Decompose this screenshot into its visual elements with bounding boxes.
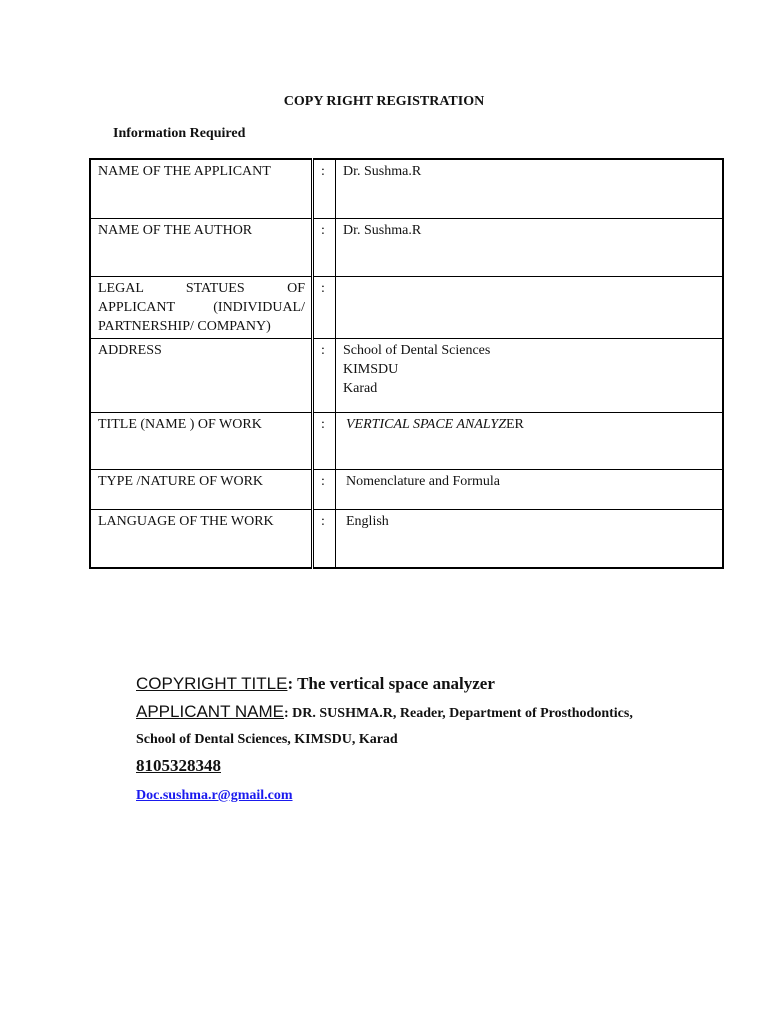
row-value: Dr. Sushma.R [336,159,724,218]
row-label: LEGAL STATUES OF APPLICANT (INDIVIDUAL/ PARTNERSHIP/ COMPANY) [90,276,313,338]
phone-number: 8105328348 [136,756,221,775]
row-value [336,338,724,412]
row-value: Dr. Sushma.R [336,218,724,276]
document-title: COPY RIGHT REGISTRATION [283,94,485,109]
row-value: English [336,509,724,568]
table-row [90,159,723,218]
row-separator: : [313,276,336,338]
row-label: TYPE /NATURE OF WORK [90,469,313,509]
applicant-affiliation: School of Dental Sciences, KIMSDU, Karad [136,732,398,747]
copyright-title-value: : The vertical space analyzer [287,674,495,693]
table-row [90,338,723,412]
table-row [90,218,723,276]
applicant-name-label: APPLICANT NAME [136,702,285,721]
table-row [90,276,723,338]
row-label: TITLE (NAME ) OF WORK [90,412,313,469]
address-line: KIMSDU [343,361,399,377]
copyright-title-line [136,674,736,694]
work-title-suffix: ER [505,416,524,432]
row-separator: : [313,159,336,218]
table-row [90,469,723,509]
row-separator: : [313,338,336,412]
row-value [336,276,724,338]
applicant-name-line [136,702,736,722]
row-value [336,412,724,469]
email-link[interactable]: Doc.sushma.r@gmail.com [136,788,293,803]
row-separator: : [313,509,336,568]
table-row [90,509,723,568]
applicant-summary [136,674,736,804]
information-required-heading: Information Required [113,126,246,141]
row-separator: : [313,218,336,276]
work-title-italic: VERTICAL SPACE ANALYZ [346,416,506,432]
table-row [90,412,723,469]
address-line: Karad [343,380,378,396]
copyright-title-label: COPYRIGHT TITLE [136,674,288,693]
row-separator: : [313,412,336,469]
row-value: Nomenclature and Formula [336,469,724,509]
applicant-name-value: : DR. SUSHMA.R, Reader, Department of Prosthodontics, [284,706,633,721]
row-label: NAME OF THE AUTHOR [90,218,313,276]
registration-table [89,158,724,569]
row-separator: : [313,469,336,509]
address-line: School of Dental Sciences [343,342,491,358]
row-label: ADDRESS [90,338,313,412]
row-label: NAME OF THE APPLICANT [90,159,313,218]
row-label: LANGUAGE OF THE WORK [90,509,313,568]
